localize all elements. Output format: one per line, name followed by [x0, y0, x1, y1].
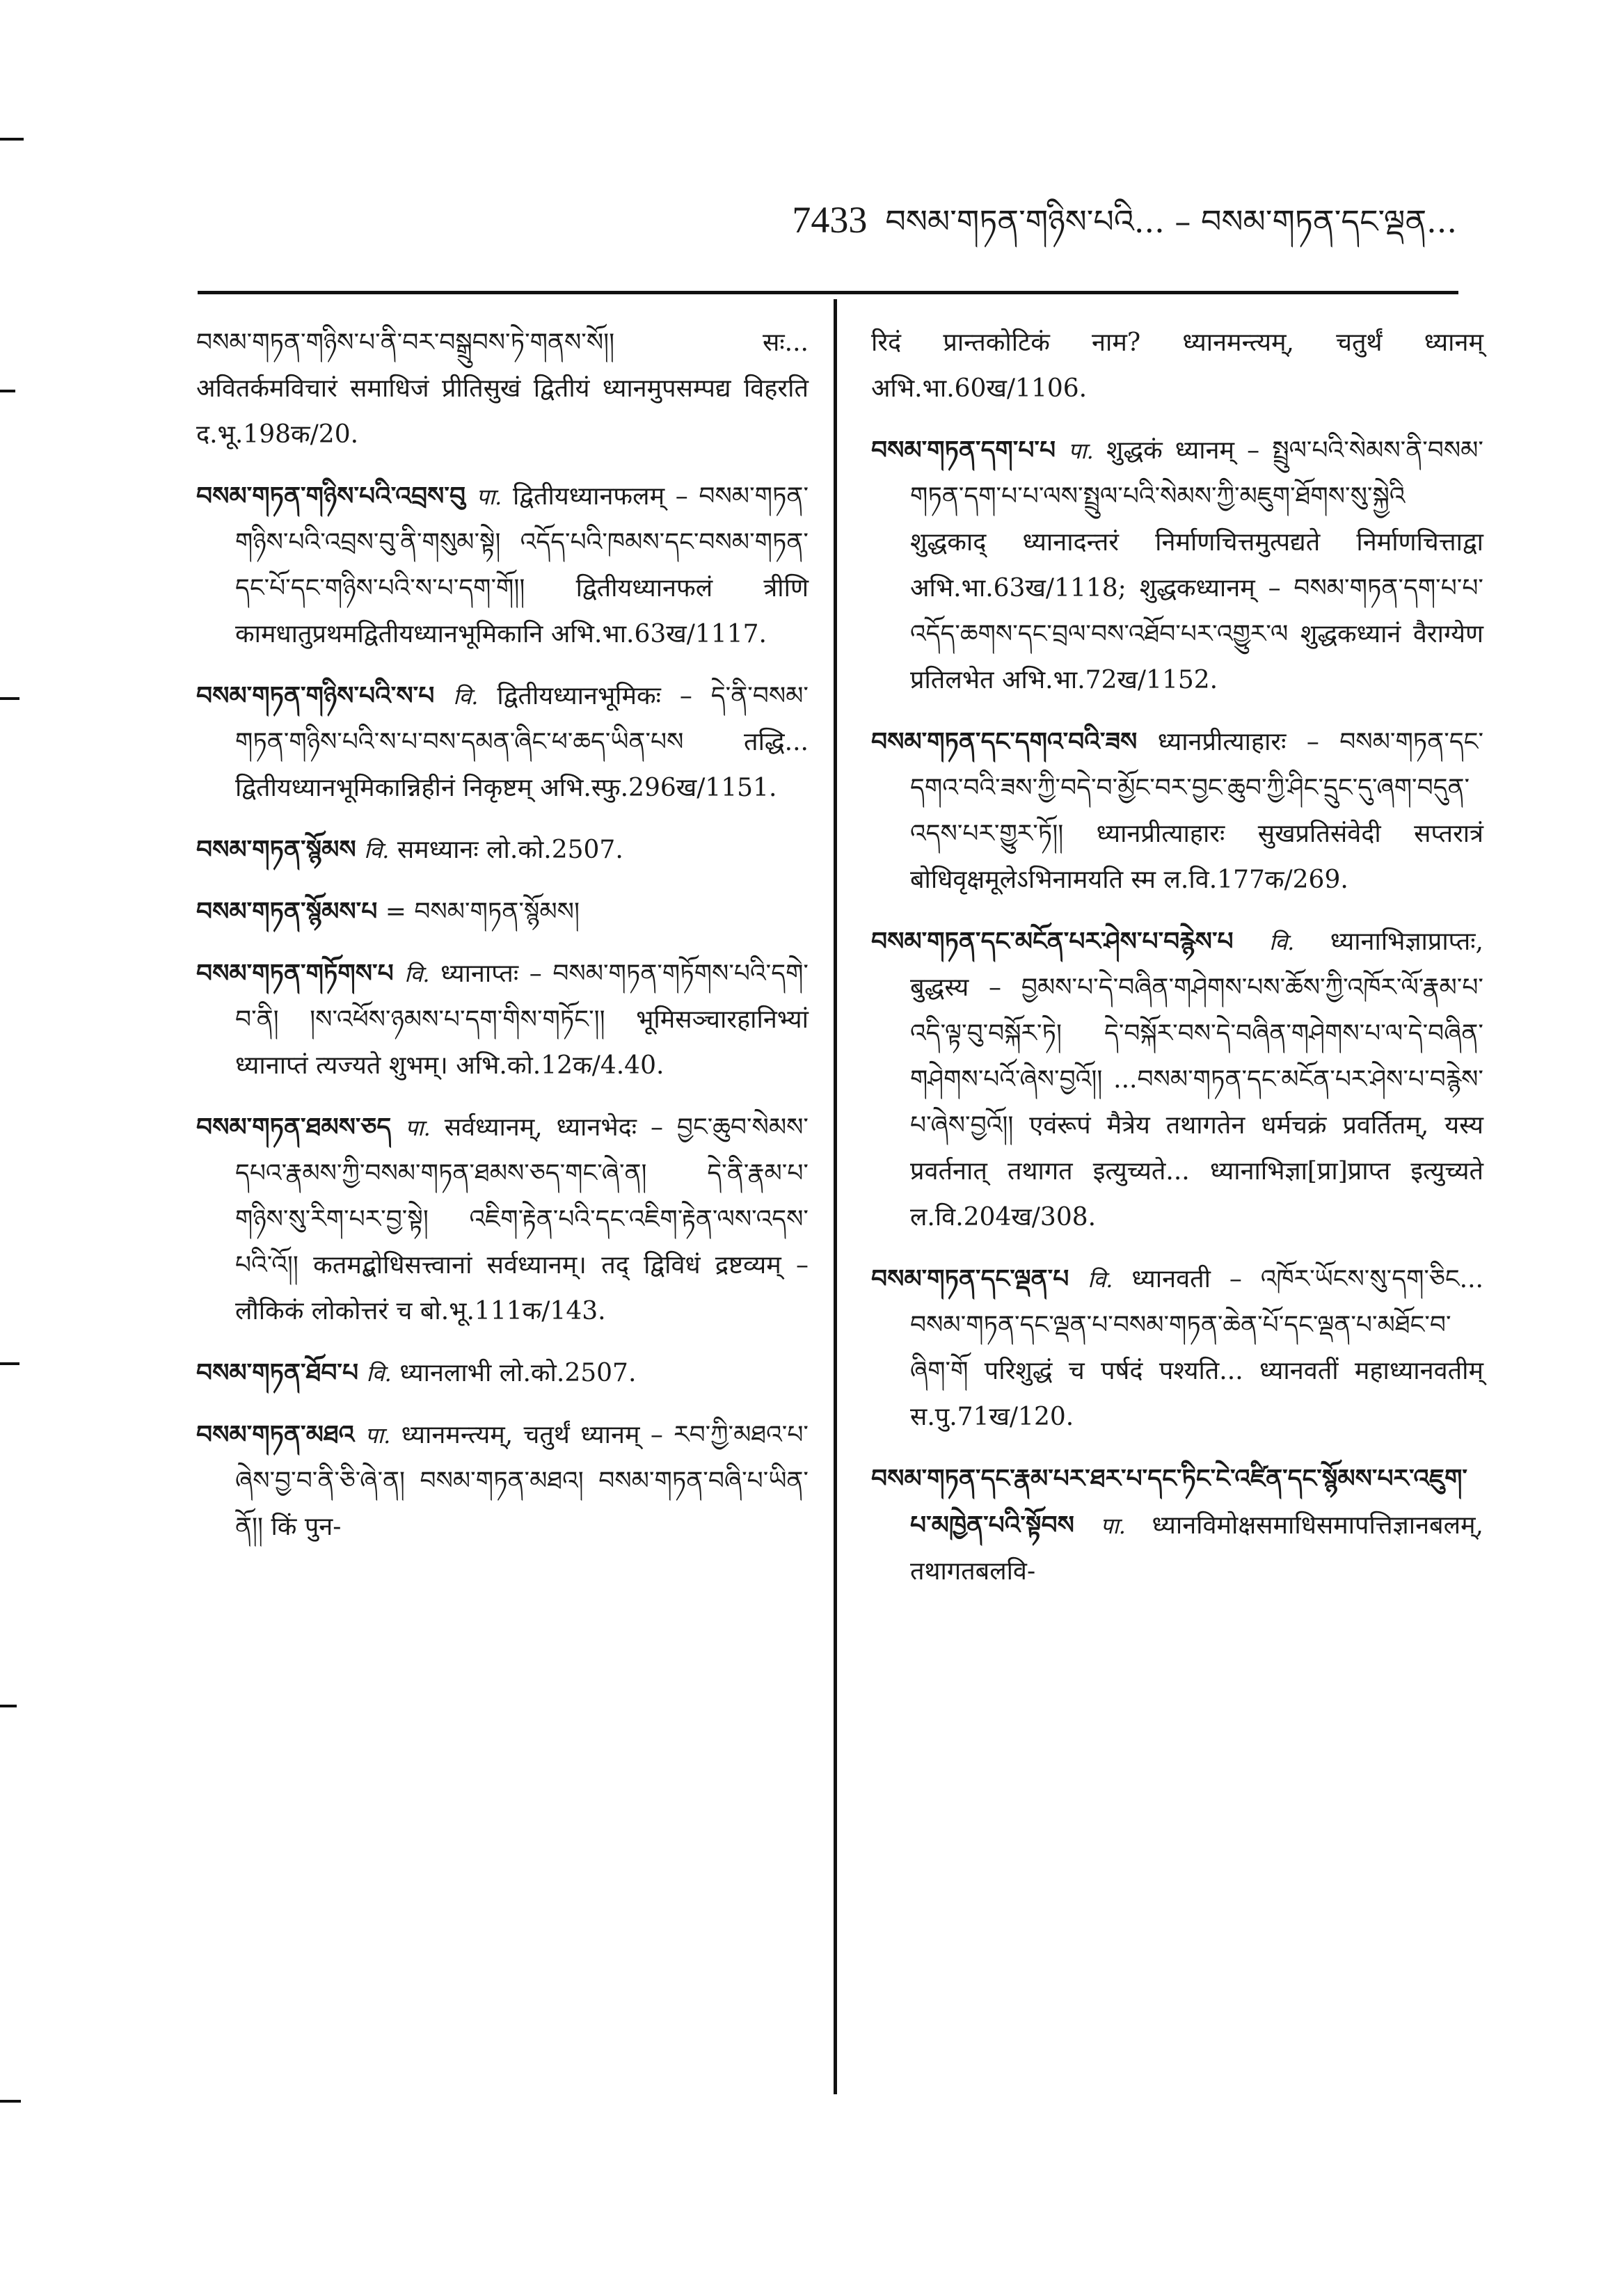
dictionary-entry — [196, 950, 809, 1089]
dictionary-entry — [196, 673, 809, 811]
entry-abbreviation: पा. — [476, 484, 502, 510]
dictionary-entry — [196, 473, 809, 658]
entry-headword: བསམ་གཏན་གཉིས་པའི་འབྲས་བུ — [196, 481, 465, 511]
dictionary-entry — [196, 1104, 809, 1334]
header-rule — [198, 291, 1458, 294]
entry-text: द्वितीयध्यानफलम् – བསམ་གཏན་གཉིས་པའི་འབྲས་བུ་ནི་གསུམ་སྟེ། འདོད་པའི་ཁམས་དང་བསམ་གཏན་དང་པོ་དང་གཉིས་པའི་ས་པ་དག་གོ།། द्वितीयध्यानफलं त्रीणि कामधातुप्रथमद्वितीयध्यानभूमिकानि अभि.भा.63ख/1117. — [235, 482, 809, 648]
scan-mark — [0, 138, 24, 141]
entry-headword: བསམ་གཏན་གཉིས་པའི་ས་པ — [196, 681, 435, 710]
dictionary-entry — [196, 888, 809, 935]
left-column — [196, 320, 809, 1565]
dictionary-entry — [196, 1412, 809, 1550]
entry-abbreviation: वि. — [1269, 929, 1295, 955]
dictionary-entry — [196, 1350, 809, 1396]
entry-abbreviation: वि. — [404, 961, 430, 987]
dictionary-entry — [871, 427, 1483, 703]
entry-text: ध्यानवती – འཁོར་ཡོངས་སུ་དག་ཅིང... བསམ་གཏན་དང་ལྡན་པ་བསམ་གཏན་ཆེན་པོ་དང་ལྡན་པ་མཐོང་བ་ཞིག་གོ परिशुद्धं च पर्षदं पश्यति... ध्यानवतीं महाध्यानवतीम् स.पु.71ख/120. — [910, 1265, 1483, 1431]
entry-text: रिदं प्रान्तकोटिकं नाम? ध्यानमन्त्यम्, चतुर्थं ध्यानम् अभि.भा.60ख/1106. — [871, 328, 1483, 403]
entry-headword: བསམ་གཏན་ཐམས་ཅད — [196, 1113, 392, 1142]
entry-headword: བསམ་གཏན་མཐའ — [196, 1420, 355, 1449]
entry-abbreviation: पा. — [1100, 1513, 1126, 1539]
entry-abbreviation: वि. — [453, 683, 479, 710]
dictionary-entry — [871, 1256, 1483, 1440]
entry-headword: བསམ་གཏན་དང་རྣམ་པར་ཐར་པ་དང་ཏིང་ངེ་འཛིན་དང་སྙོམས་པར་འཇུག་པ་མཁྱེན་པའི་སྟོབས — [871, 1464, 1467, 1540]
entry-text: ध्यानप्रीत्याहारः – བསམ་གཏན་དང་དགའ་བའི་ཟས་ཀྱི་བདེ་བ་མྱོང་བར་བྱང་ཆུབ་ཀྱི་ཤིང་དྲུང་དུ་ཞག་བདུན་འདས་པར་གྱུར་ཏོ།། ध्यानप्रीत्याहारः सुखप्रतिसंवेदी सप्तरात्रं बोधिवृक्षमूलेऽभिनामयति स्म ल.वि.177क/269. — [910, 728, 1483, 894]
scan-mark — [0, 1362, 19, 1365]
entry-text: सर्वध्यानम्, ध्यानभेदः – བྱང་ཆུབ་སེམས་དཔའ་རྣམས་ཀྱི་བསམ་གཏན་ཐམས་ཅད་གང་ཞེ་ན། དེ་ནི་རྣམ་པ་གཉིས་སུ་རིག་པར་བྱ་སྟེ། འཇིག་རྟེན་པའི་དང་འཇིག་རྟེན་ལས་འདས་པའི་འོ།། कतमद्बोधिसत्त्वानां सर्वध्यानम्। तद् द्विविधं द्रष्टव्यम् – लौकिकं लोकोत्तरं च बो.भू.111क/143. — [235, 1113, 809, 1325]
entry-text: = བསམ་གཏན་སྙོམས། — [385, 898, 580, 926]
scan-mark — [0, 2100, 21, 2103]
entry-abbreviation: पा. — [405, 1115, 431, 1141]
entry-headword: བསམ་གཏན་སྙོམས་པ — [196, 897, 378, 926]
entry-headword: བསམ་གཏན་སྙོམས — [196, 835, 356, 864]
entry-text: ध्यानमन्त्यम्, चतुर्थं ध्यानम् – རབ་ཀྱི་མཐའ་པ་ཞེས་བྱ་བ་ནི་ཅི་ཞེ་ན། བསམ་གཏན་མཐའ། བསམ་གཏན་བཞི་པ་ཡིན་ནོ།། किं पुन- — [235, 1421, 809, 1541]
entry-abbreviation: वि. — [364, 837, 390, 863]
dictionary-entry — [871, 1456, 1483, 1595]
dictionary-entry — [871, 719, 1483, 903]
entry-abbreviation: वि. — [1088, 1266, 1113, 1293]
right-column — [871, 320, 1483, 1610]
entry-abbreviation: पा. — [1068, 438, 1094, 464]
entry-text: द्वितीयध्यानभूमिकः – དེ་ནི་བསམ་གཏན་གཉིས་པའི་ས་པ་བས་དམན་ཞིང་ཕ་ཆད་ཡིན་པས तद्धि... द्वितीयध्यानभूमिकान्निहीनं निकृष्टम् अभि.स्फु.296ख/1151. — [235, 682, 809, 802]
dictionary-entry — [196, 320, 809, 458]
entry-headword: བསམ་གཏན་གཏོགས་པ — [196, 959, 394, 988]
dictionary-entry — [871, 320, 1483, 412]
column-divider — [834, 299, 837, 2094]
scan-mark — [0, 697, 19, 700]
entry-headword: བསམ་གཏན་དང་ལྡན་པ — [871, 1264, 1069, 1293]
entry-text: ध्यानाभिज्ञाप्राप्तः, बुद्धस्य – བྱམས་པ་དེ་བཞིན་གཤེགས་པས་ཆོས་ཀྱི་འཁོར་ལོ་རྣམ་པ་འདི་ལྟ་བུ་བསྐོར་ཏེ། དེ་བསྐོར་བས་དེ་བཞིན་གཤེགས་པ་ལ་དེ་བཞིན་གཤེགས་པའོ་ཞེས་བྱའོ།། ...བསམ་གཏན་དང་མངོན་པར་ཤེས་པ་བརྙེས་པ་ཞེས་བྱའོ།། एवंरूपं मैत्रेय तथागतेन धर्मचक्रं प्रवर्तितम्, यस्य प्रवर्तनात् तथागत इत्युच्यते... ध्यानाभिज्ञा[प्रा]प्राप्त इत्युच्यते ल.वि.204ख/308. — [910, 927, 1483, 1232]
entry-text: བསམ་གཏན་གཉིས་པ་ནི་བར་བསྒྲུབས་ཏེ་གནས་སོ།། सः... अवितर्कमविचारं समाधिजं प्रीतिसुखं द्वितीयं ध्यानमुपसम्पद्य विहरति द.भू.198क/20. — [196, 328, 809, 449]
entry-headword: བསམ་གཏན་དང་དགའ་བའི་ཟས — [871, 727, 1138, 756]
entry-headword: བསམ་གཏན་དག་པ་པ — [871, 436, 1056, 465]
entry-headword: བསམ་གཏན་དང་མངོན་པར་ཤེས་པ་བརྙེས་པ — [871, 927, 1234, 956]
entry-abbreviation: वि. — [366, 1360, 392, 1387]
header-range: བསམ་གཏན་གཉིས་པའི... – བསམ་གཏན་དང་ལྡན... — [885, 202, 1457, 240]
page-header — [792, 186, 1457, 276]
dictionary-entry — [196, 827, 809, 873]
entry-text: ध्यानाप्तः – བསམ་གཏན་གཏོགས་པའི་དགེ་བ་ནི། །ས་འཕོས་ཉམས་པ་དག་གིས་གཏོང་།། भूमिसञ्चारहानिभ्यां ध्यानाप्तं त्यज्यते शुभम्। अभि.को.12क/4.40. — [235, 959, 809, 1080]
entry-text: ध्यानविमोक्षसमाधिसमापत्तिज्ञानबलम्, तथागतबलवि- — [910, 1511, 1483, 1586]
dictionary-entry — [871, 918, 1483, 1241]
entry-abbreviation: पा. — [365, 1422, 391, 1449]
entry-text: शुद्धकं ध्यानम् – སྤྲུལ་པའི་སེམས་ནི་བསམ་གཏན་དག་པ་པ་ལས་སྤྲུལ་པའི་སེམས་ཀྱི་མཇུག་ཐོགས་སུ་སྐྱེའི शुद्धकाद् ध्यानादन्तरं निर्माणचित्तमुत्पद्यते निर्माणचित्ताद्वा अभि.भा.63ख/1118; शुद्धकध्यानम् – བསམ་གཏན་དག་པ་པ་འདོད་ཆགས་དང་བྲལ་བས་འཐོབ་པར་འགྱུར་ལ शुद्धकध्यानं वैराग्येण प्रतिलभेत अभि.भा.72ख/1152. — [910, 436, 1483, 694]
entry-text: ध्यानलाभी लो.को.2507. — [399, 1359, 637, 1387]
scan-mark — [0, 1705, 17, 1707]
scan-mark — [0, 390, 15, 392]
page-number: 7433 — [792, 199, 868, 241]
entry-headword: བསམ་གཏན་ཐོབ་པ — [196, 1358, 359, 1387]
entry-text: समध्यानः लो.को.2507. — [397, 836, 623, 864]
